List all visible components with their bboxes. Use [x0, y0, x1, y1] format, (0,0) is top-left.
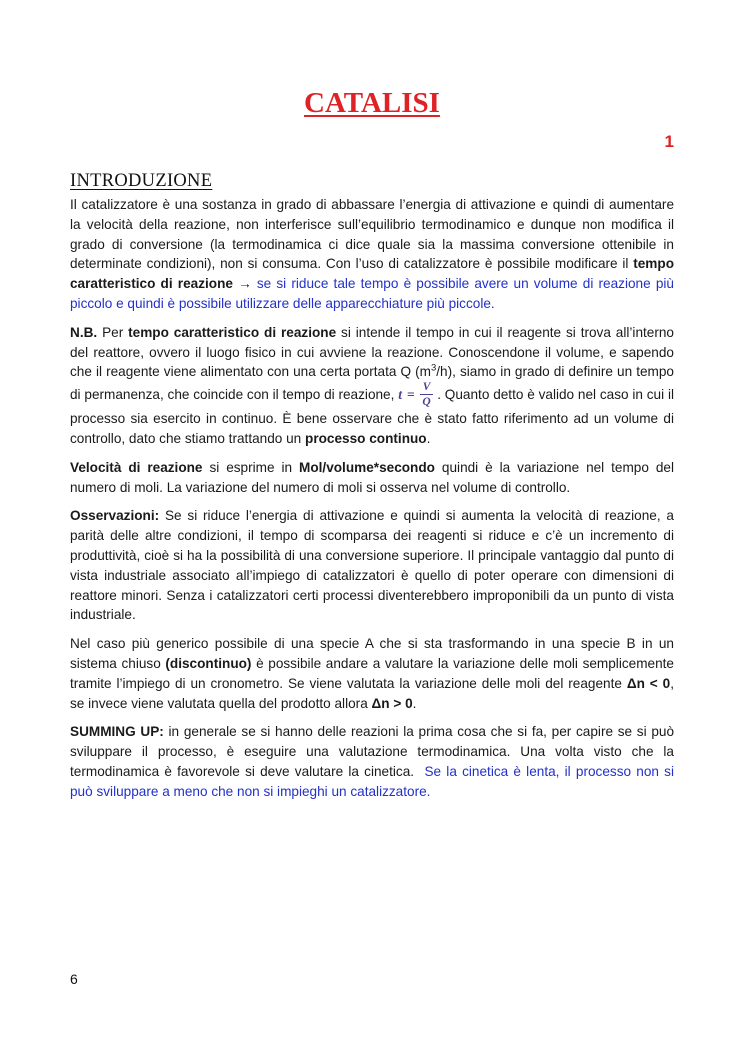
text-run: Δn < 0 — [626, 675, 671, 691]
text-run: Nel caso più generico possibile di una specie A che si sta trasformando in una specie B in un sistema chiuso — [70, 636, 674, 672]
document-title-text: CATALISI — [304, 87, 440, 119]
paragraph — [70, 195, 674, 314]
text-run: . — [412, 695, 417, 711]
formula-part: Q — [422, 396, 431, 409]
section-heading-text: INTRODUZIONE — [70, 171, 213, 191]
page-number-footer: 6 — [70, 971, 78, 987]
paragraph — [70, 722, 674, 801]
paragraph — [70, 458, 674, 498]
text-run: Osservazioni: — [70, 508, 160, 524]
text-run: se si riduce tale tempo è possibile avere un volume di reazione più piccolo e quindi è possibile utilizzare delle apparecchiature più piccole. — [70, 276, 674, 311]
text-run: , se invece viene valutata quella del prodotto allora — [70, 675, 674, 711]
text-run: . Quanto detto è valido nel caso in cui il processo sia esercito in continuo. È bene osservare che è stato fatto riferimento ad un volume di controllo, dato che stiamo trattando un — [70, 387, 674, 447]
text-run: N.B. — [70, 324, 98, 340]
text-run: è possibile andare a valutare la variazione delle moli semplicemente tramite l’impiego di un cronometro. Se viene valutata la variazione delle moli del reagente — [70, 656, 674, 691]
chapter-number: 1 — [664, 132, 674, 151]
text-run: processo continuo — [305, 431, 427, 447]
text-run: Δn > 0 — [371, 695, 413, 711]
text-run: Se la cinetica è lenta, il processo non si può sviluppare a meno che non si impieghi un catalizzatore. — [70, 764, 674, 799]
text-run: /h), siamo in grado di definire un tempo di permanenza, che coincide con il tempo di reazione, — [70, 364, 674, 403]
paragraph — [70, 634, 674, 713]
text-run: Se si riduce l’energia di attivazione e quindi si aumenta la velocità di reazione, a parità delle altre condizioni, il tempo di scomparsa dei reagenti si riduce e c’è un incremento di produttività, cioè si ha la possibilità di una conversione superiore. Il principale vantaggio dal punto di vista industriale associato all’impiego di catalizzatori è quello di poter operare con dimensioni di reattore minori. Senza i catalizzatori certi processi diventerebbero improponibili da un punto di vista industriale. — [70, 508, 674, 623]
inline-formula-t-equals-V-over-Q — [398, 381, 433, 408]
page-content — [70, 0, 674, 811]
text-run: → — [232, 276, 257, 292]
text-run: Il catalizzatore è una sostanza in grado di abbassare l’energia di attivazione e quindi di aumentare la velocità della reazione, non interferisce sull’equilibrio termodinamico e dunque non modifica il grado di conversione (la termodinamica ci dice quale sia la massima conversione ottenibile in determinate condizioni), non si consuma. Con l’uso di catalizzatore è possibile modificare il — [70, 197, 674, 272]
document-title — [70, 86, 674, 120]
text-run: quindi è la variazione nel tempo del numero di moli. La variazione del numero di moli si osserva nel volume di controllo. — [70, 459, 675, 495]
text-run: Per — [97, 324, 129, 340]
superscript-text: 3 — [430, 362, 437, 374]
text-run: . — [426, 431, 431, 447]
text-run: SUMMING UP: — [70, 724, 164, 740]
formula-part — [420, 381, 434, 408]
text-run: Mol/volume*secondo — [299, 459, 435, 475]
text-run: si esprime in — [202, 459, 300, 475]
text-run: Velocità di reazione — [70, 459, 203, 475]
text-run: (discontinuo) — [165, 656, 252, 672]
section-heading — [70, 171, 674, 192]
text-run: tempo caratteristico di reazione — [128, 324, 337, 340]
paragraphs — [70, 195, 674, 802]
formula-part: V — [420, 381, 434, 395]
paragraph — [70, 506, 674, 625]
formula-part: = — [406, 386, 415, 402]
paragraph — [70, 323, 674, 449]
text-run: in generale se si hanno delle reazioni la prima cosa che si fa, per capire se si può sviluppare il processo, è eseguire una valutazione termodinamica. Una volta visto che la termodinamica è favorevole si deve valutare la cinetica. — [70, 724, 675, 780]
text-run: si intende il tempo in cui il reagente si trova all’interno del reattore, ovvero il luogo fisico in cui avviene la reazione. Conoscendone il volume, e sapendo che il reagente viene alimentato con una certa portata Q (m — [70, 324, 674, 380]
formula-part: t — [398, 386, 402, 402]
text-run: tempo caratteristico di reazione — [70, 256, 674, 292]
